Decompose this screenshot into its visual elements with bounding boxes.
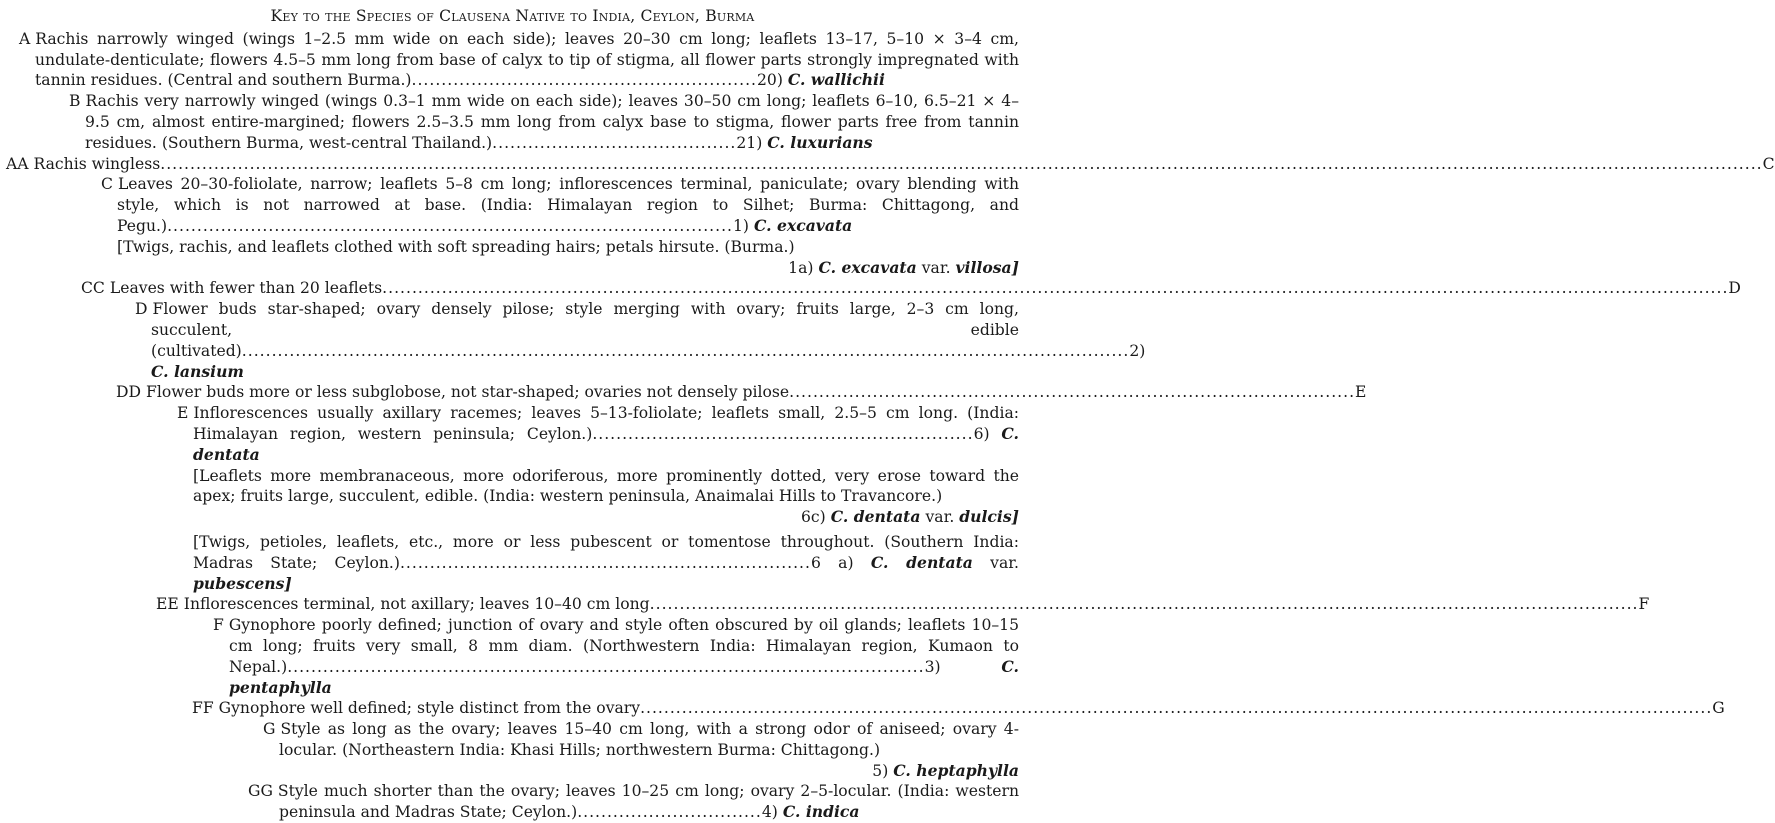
result-letter: G [1712, 699, 1725, 718]
result-species: C. pentaphylla [229, 656, 1019, 697]
leader-dots: ........................................................................................................... [287, 657, 925, 676]
key-entry-ff [6, 698, 1725, 719]
entry-text: Leaves 20–30-foliolate, narrow; leaflets 5–8 cm long; inflorescences terminal, paniculate; ovary blending with style, which is not narrowed at base. (India: Himalayan region to Silhet; Burma: Chittagong, and Pegu.) [117, 175, 1019, 235]
result-species: C. wallichii [787, 70, 885, 90]
entry-text: Rachis wingless [33, 154, 161, 173]
leader-dots: .................................................................................................................................................................................................................................. [382, 279, 1729, 298]
result-letter: D [1728, 279, 1741, 298]
entry-code: DD [116, 383, 142, 402]
key-entry-cc [6, 278, 1741, 299]
result-var-species: villosa] [955, 257, 1019, 277]
leader-dots: ......................................... [492, 133, 737, 152]
result-species: C. luxurians [767, 132, 873, 152]
entry-code: FF [192, 699, 214, 718]
entry-text: Rachis very narrowly winged (wings 0.3–1 mm wide on each side); leaves 30–50 cm long; leaflets 6–10, 6.5–21 × 4–9.5 cm, almost entire-margined; flowers 2.5–3.5 mm long from calyx base to stigma, flower parts free from tannin residues. (Southern Burma, west-central Thailand.) [85, 92, 1019, 152]
entry-text: [Leaflets more membranaceous, more odoriferous, more prominently dotted, very erose toward the apex; fruits large, succulent, edible. (India: western peninsula, Anaimalai Hills to Travancore.) [193, 466, 1019, 506]
result-species: C. excavata [753, 215, 853, 235]
leader-dots: ............................... [577, 803, 762, 822]
leader-dots: ............................................................................................................................................................................................................................................................................. [160, 154, 1763, 173]
result-line [117, 258, 1019, 279]
entry-code: C [101, 175, 113, 194]
entry-code: B [69, 92, 81, 111]
entry-code: EE [156, 595, 179, 614]
key-entry-b [6, 91, 1019, 153]
key-entry-a [6, 29, 1019, 91]
result-var-species: pubescens] [193, 573, 292, 593]
entry-code: D [135, 300, 148, 319]
entry-text: Inflorescences terminal, not axillary; leaves 10–40 cm long [183, 595, 650, 614]
entry-code: GG [248, 782, 273, 801]
result-number: 6c) [801, 508, 826, 527]
entry-text: Leaves with fewer than 20 leaflets [109, 279, 383, 298]
result-species: C. excavata [818, 257, 917, 277]
result-number: 5) [872, 761, 889, 780]
result-line [193, 507, 1019, 528]
entry-text: Gynophore poorly defined; junction of ovary and style often obscured by oil glands; leaflets 10–15 cm long; fruits very small, 8 mm diam. (Northwestern India: Himalayan region, Kumaon to Nepal.) [228, 616, 1019, 676]
leader-dots: ..................................................................... [399, 553, 811, 572]
result-species: C. indica [782, 802, 860, 822]
entry-text: Gynophore well defined; style distinct from the ovary [218, 699, 641, 718]
entry-code: CC [81, 279, 105, 298]
leader-dots: ................................................................ [592, 424, 974, 443]
leader-dots: .......................................................... [411, 71, 758, 90]
result-species: C. heptaphylla [893, 760, 1019, 780]
result-letter: F [1638, 595, 1650, 614]
leader-dots: ............................................................................................... [167, 216, 733, 235]
result-number: 1) [733, 216, 750, 235]
result-species: C. lansium [151, 361, 244, 381]
key-entry-ee [6, 594, 1650, 615]
leader-dots: ............................................................................................... [789, 383, 1356, 402]
entry-text: Flower buds more or less subglobose, not star-shaped; ovaries not densely pilose [146, 383, 790, 402]
result-number: 3) [924, 657, 941, 676]
entry-text: [Twigs, rachis, and leaflets clothed with soft spreading hairs; petals hirsute. (Burma.) [117, 237, 795, 256]
result-number: 2) [1129, 341, 1146, 360]
key-entry-aa [6, 154, 1775, 175]
result-number: 1a) [788, 258, 814, 277]
entry-code: A [19, 29, 31, 48]
key-title: Key to the Species of Clausena Native to India, Ceylon, Burma [270, 7, 755, 25]
key-entry-gg [6, 781, 1019, 823]
key-entry-c [6, 174, 1019, 236]
result-var-species: dulcis] [959, 507, 1019, 527]
entry-code: F [213, 616, 224, 635]
key-entry-e [6, 403, 1019, 465]
leader-dots: ...................................................................................................................................................................... [649, 595, 1639, 614]
key-entry-e-var-dulcis [6, 466, 1019, 528]
result-line [279, 761, 1019, 782]
key-entry-g [6, 719, 1019, 781]
result-var: var. [925, 508, 955, 527]
key-entry-d [6, 299, 1146, 382]
entry-text: Style as long as the ovary; leaves 15–40 cm long, with a strong odor of aniseed; ovary 4-locular. (Northeastern India: Khasi Hills; northwestern Burma: Chittagong.) [279, 720, 1019, 759]
result-letter: E [1355, 383, 1367, 402]
result-number: 21) [736, 133, 763, 152]
key-entry-e-var-pubescens [6, 532, 1019, 594]
entry-code: G [263, 720, 276, 739]
key-entry-c-var [6, 237, 1019, 279]
leader-dots: .................................................................................................................................................................................... [640, 699, 1713, 718]
entry-text: Rachis narrowly winged (wings 1–2.5 mm wide on each side); leaves 20–30 cm long; leaflets 13–17, 5–10 × 3–4 cm, undulate-denticulate; flowers 4.5–5 mm long from base of calyx to tip of stigma, all flower parts strongly impregnated with tannin residues. (Central and southern Burma.) [35, 29, 1019, 90]
entry-text: Style much shorter than the ovary; leaves 10–25 cm long; ovary 2–5-locular. (India: western peninsula and Madras State; Ceylon.) [277, 782, 1019, 822]
leader-dots: ..................................................................................................................................................... [241, 341, 1130, 360]
entry-code: AA [6, 154, 29, 173]
result-var: var. [990, 553, 1019, 572]
entry-text: [Twigs, petioles, leaflets, etc., more or less pubescent or tomentose throughout. (Southern India: Madras State; Ceylon.) [193, 532, 1019, 572]
result-species: C. dentata [193, 423, 1019, 464]
key-entry-dd [6, 382, 1367, 403]
result-number: 20) [757, 71, 783, 90]
entry-text: Inflorescences usually axillary racemes; leaves 5–13-foliolate; leaflets small, 2.5–5 cm long. (India: Himalayan region, western peninsula; Ceylon.) [193, 404, 1019, 443]
result-var: var. [921, 258, 951, 277]
result-number: 6 a) [810, 553, 854, 572]
result-species: C. dentata [870, 552, 973, 572]
result-species: C. dentata [830, 507, 921, 527]
result-number: 6) [973, 424, 990, 443]
entry-text: Flower buds star-shaped; ovary densely pilose; style merging with ovary; fruits large, 2–3 cm long, succulent, edible (cultivated) [151, 300, 1019, 360]
entry-code: E [177, 404, 189, 423]
key-entry-f [6, 615, 1019, 698]
result-letter: C [1762, 154, 1775, 173]
result-number: 4) [761, 803, 778, 822]
